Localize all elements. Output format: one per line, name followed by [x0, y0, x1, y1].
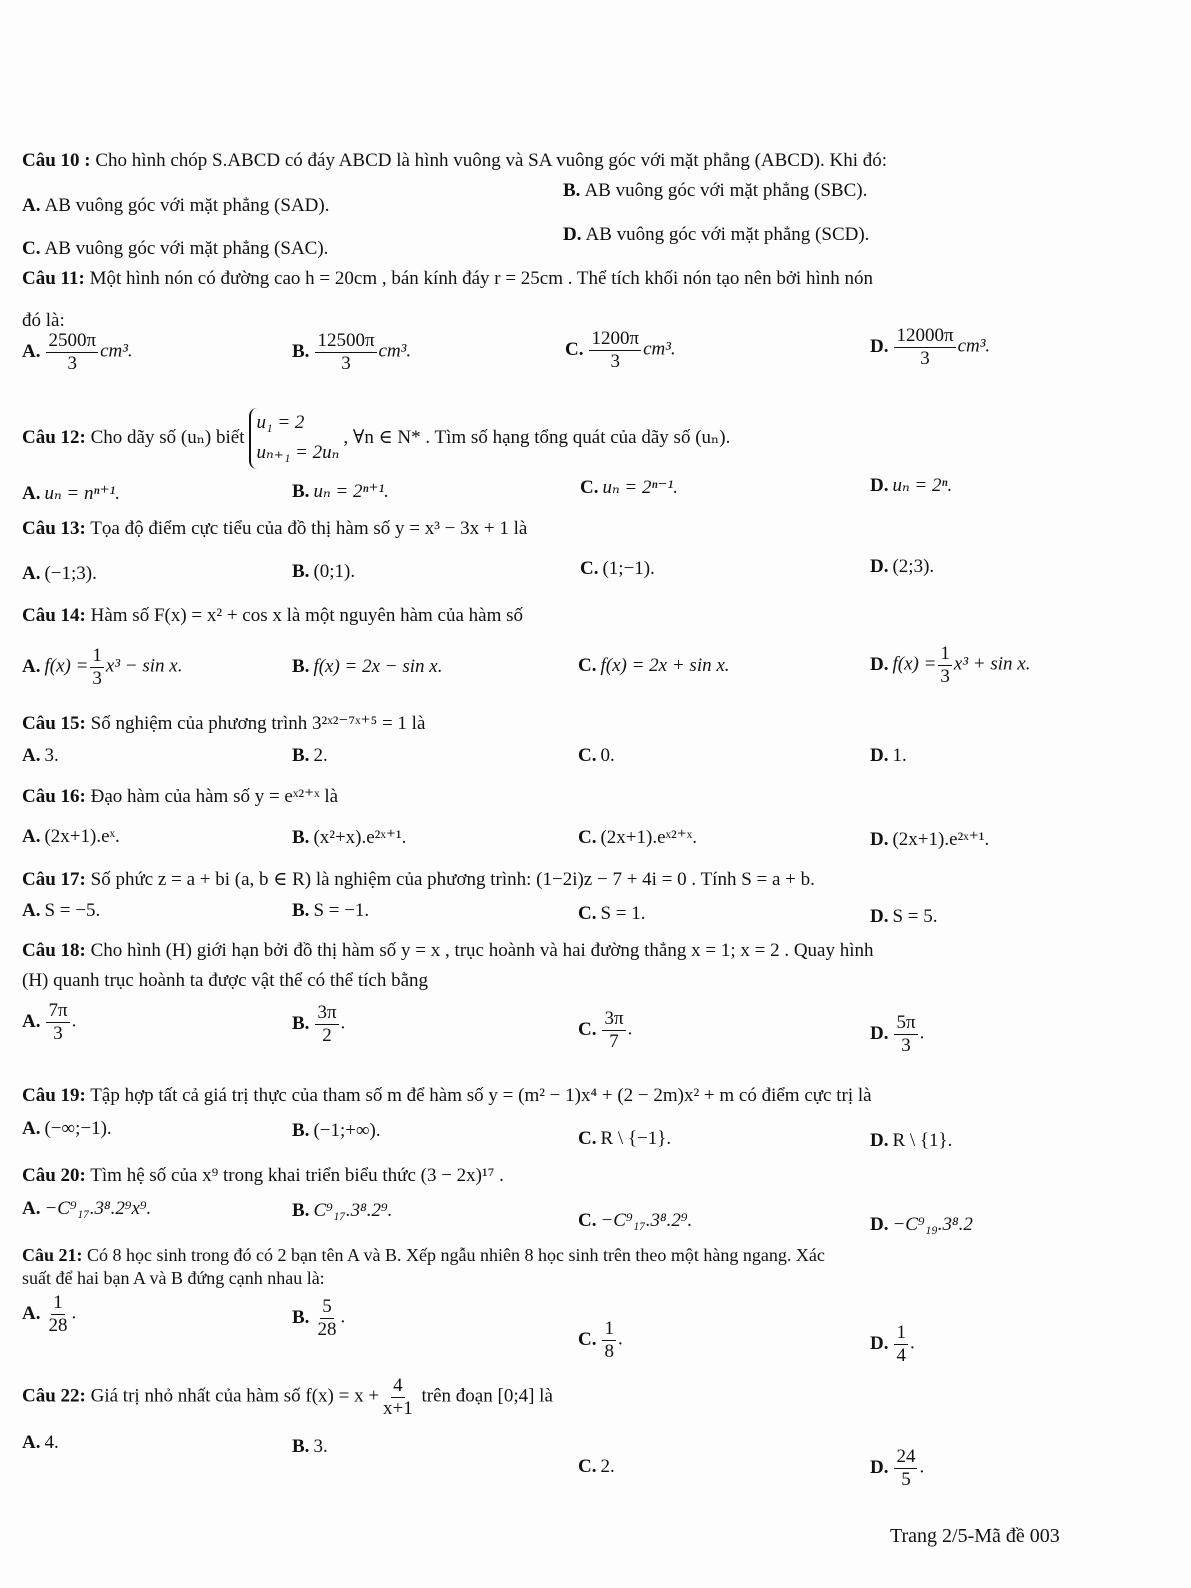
option-letter: D. [870, 1214, 889, 1235]
question-text: Cho hình (H) giới hạn bởi đồ thị hàm số y = x , trục hoành và hai đường thẳng x = 1; x = 2 . Quay hình [90, 940, 874, 961]
fraction [894, 1446, 917, 1491]
option-letter: A. [22, 655, 41, 677]
denominator: 3 [920, 347, 930, 369]
option-d [870, 1214, 973, 1236]
option-letter: D. [870, 906, 889, 927]
option-text: x³ − sin x. [105, 655, 183, 677]
question-label: Câu 19: [22, 1085, 86, 1106]
equation: uₙ₊₁ = 2uₙ [256, 442, 340, 464]
option-b [292, 1120, 381, 1142]
denominator: 28 [48, 1314, 68, 1336]
option-d [563, 224, 869, 246]
option-d [870, 828, 989, 851]
option-text: 2. [600, 1456, 615, 1477]
option-c: C. $\frac{1}{8}$ . [578, 1318, 623, 1362]
option-letter: A. [22, 826, 41, 847]
question-label: Câu 17: [22, 869, 86, 890]
option-d: D. $\frac{5\pi}{3}$ . [870, 1012, 925, 1056]
question-22 [22, 1375, 553, 1420]
question-21 [22, 1245, 825, 1266]
option-letter: D. [870, 1022, 889, 1044]
option-letter: A. [22, 195, 41, 216]
fraction [894, 1012, 917, 1057]
fraction [46, 1292, 69, 1337]
option-b [292, 561, 355, 583]
option-letter: D. [870, 1130, 889, 1151]
fraction [315, 330, 376, 375]
denominator: 3 [610, 350, 621, 372]
question-text: Tìm hệ số của x⁹ trong khai triển biểu thức (3 − 2x)¹⁷ . [90, 1165, 504, 1186]
fraction [938, 643, 952, 688]
denominator: 5 [901, 1468, 911, 1490]
option-b [292, 1200, 392, 1222]
question-text: Hàm số F(x) = x² + cos x là một nguyên hàm của hàm số [90, 605, 524, 626]
option-text: uₙ = 2ⁿ. [892, 475, 953, 496]
question-text: , ∀n ∈ N* . Tìm số hạng tổng quát của dãy số (uₙ). [343, 426, 731, 448]
unit: cm³. [378, 340, 412, 362]
page-footer: Trang 2/5-Mã đề 003 [890, 1525, 1060, 1547]
numerator: 1200π [591, 328, 640, 349]
option-letter: B. [292, 1436, 310, 1457]
question-text: trên đoạn [0;4] là [421, 1385, 553, 1407]
option-text: C⁹₁₇.3⁸.2⁹. [313, 1200, 393, 1221]
question-label: Câu 11: [22, 268, 85, 289]
fraction [589, 328, 641, 373]
option-b [292, 1436, 328, 1458]
option-text: R \ {1}. [892, 1130, 953, 1151]
denominator: 3 [341, 352, 351, 374]
option-text: R \ {−1}. [600, 1128, 672, 1149]
question-14 [22, 605, 523, 627]
option-b: B. $\frac{3\pi}{2}$ . [292, 1002, 346, 1046]
numerator: 12500π [317, 330, 375, 351]
option-text: uₙ = nⁿ⁺¹. [44, 483, 120, 504]
question-label: Câu 14: [22, 605, 86, 626]
option-c [578, 826, 697, 849]
question-text: Số phức z = a + bi (a, b ∈ R) là nghiệm của phương trình: (1−2i)z − 7 + 4i = 0 . Tính S = a + b. [90, 869, 815, 890]
numerator: 7π [48, 1000, 68, 1021]
option-text: S = 1. [600, 903, 646, 924]
option-text: AB vuông góc với mặt phẳng (SCD). [585, 224, 870, 245]
option-text: −C⁹₁₉.3⁸.2 [892, 1214, 973, 1235]
numerator: 1 [896, 1322, 906, 1343]
option-letter: D. [563, 224, 582, 245]
numerator: 1 [604, 1318, 614, 1339]
fraction [315, 1296, 338, 1341]
denominator: 3 [67, 352, 78, 374]
option-c [578, 655, 730, 677]
numerator: 1 [53, 1292, 63, 1313]
question-label: Câu 20: [22, 1165, 86, 1186]
option-letter: C. [580, 558, 599, 579]
option-text: x³ + sin x. [953, 653, 1031, 675]
option-letter: C. [578, 1456, 597, 1477]
fraction [381, 1375, 415, 1420]
option-letter: D. [870, 1332, 889, 1354]
option-text: (2x+1).eˣ. [44, 826, 120, 847]
option-c [580, 558, 655, 580]
option-letter: A. [22, 1118, 41, 1139]
option-text: f(x) = [892, 653, 937, 675]
option-d [870, 1130, 952, 1152]
option-c [578, 1210, 692, 1232]
denominator: 4 [896, 1344, 906, 1366]
option-text: (0;1). [313, 561, 356, 582]
option-a [22, 1432, 59, 1454]
option-text: −C⁹₁₇.3⁸.2⁹. [600, 1210, 693, 1231]
option-text: (2;3). [892, 556, 935, 577]
option-text: (2x+1).eˣ²⁺ˣ. [600, 827, 697, 848]
question-text: Cho dãy số (uₙ) biết [90, 426, 245, 448]
question-text-continued: suất để hai bạn A và B đứng cạnh nhau là: [22, 1268, 325, 1288]
equation-system [249, 408, 340, 469]
option-letter: B. [292, 1306, 310, 1328]
option-text: (x²+x).e²ˣ⁺¹. [313, 827, 407, 848]
option-letter: B. [292, 656, 310, 677]
option-letter: D. [870, 829, 889, 850]
denominator: 3 [53, 1022, 63, 1044]
option-letter: A. [22, 1198, 41, 1219]
option-text: f(x) = 2x − sin x. [313, 656, 443, 677]
option-c [578, 1456, 615, 1478]
option-letter: C. [578, 827, 597, 848]
numerator: 3π [604, 1008, 624, 1029]
option-b [292, 480, 389, 503]
numerator: 5 [322, 1296, 332, 1317]
option-letter: D. [870, 556, 889, 577]
question-label: Câu 16: [22, 786, 86, 807]
option-a [22, 563, 97, 585]
question-label: Câu 18: [22, 940, 86, 961]
option-d [870, 643, 1030, 688]
option-letter: B. [292, 1200, 310, 1221]
option-letter: A. [22, 340, 41, 362]
option-b [292, 330, 411, 375]
numerator: 1 [92, 645, 102, 666]
option-a [22, 1198, 151, 1220]
unit: cm³. [643, 338, 676, 360]
option-b: B. $\frac{5}{28}$ . [292, 1296, 346, 1340]
numerator: 4 [393, 1375, 403, 1396]
option-text: AB vuông góc với mặt phẳng (SAD). [44, 195, 330, 216]
option-d [870, 556, 934, 578]
question-text: Cho hình chóp S.ABCD có đáy ABCD là hình vuông và SA vuông góc với mặt phẳng (ABCD). Khi đó: [95, 150, 888, 171]
option-letter: B. [292, 827, 310, 848]
question-text-continued: (H) quanh trục hoành ta được vật thể có thể tích bằng [22, 970, 429, 991]
option-letter: B. [563, 180, 581, 201]
option-text: 4. [44, 1432, 59, 1453]
option-text: (−1;3). [44, 563, 97, 584]
numerator: 24 [896, 1446, 916, 1467]
fraction [894, 325, 955, 370]
option-d [870, 745, 907, 767]
option-letter: A. [22, 900, 41, 921]
option-letter: A. [22, 1432, 41, 1453]
option-text: S = 5. [892, 906, 938, 927]
option-a [22, 745, 59, 767]
question-text: Tập hợp tất cả giá trị thực của tham số m để hàm số y = (m² − 1)x⁴ + (2 − 2m)x² + m có điểm cực trị là [90, 1085, 872, 1106]
option-text: (1;−1). [602, 558, 655, 579]
option-letter: B. [292, 1012, 310, 1034]
option-letter: C. [565, 338, 584, 360]
fraction [602, 1008, 625, 1053]
option-letter: B. [292, 1120, 310, 1141]
option-b [563, 180, 867, 202]
option-letter: D. [870, 745, 889, 766]
option-a: A. $\frac{7\pi}{3}$ . [22, 1000, 77, 1044]
denominator: 8 [604, 1340, 614, 1362]
question-text: Có 8 học sinh trong đó có 2 bạn tên A và B. Xếp ngẫu nhiên 8 học sinh trên theo một hàng ngang. Xác [87, 1245, 825, 1265]
option-text: 1. [892, 745, 907, 766]
option-letter: D. [870, 335, 889, 357]
option-d: D. $\frac{1}{4}$ . [870, 1322, 915, 1366]
option-letter: C. [578, 655, 597, 676]
fraction [90, 645, 104, 690]
question-label: Câu 21: [22, 1245, 83, 1265]
option-d [870, 474, 952, 497]
question-label: Câu 12: [22, 426, 86, 448]
option-letter: C. [578, 1328, 597, 1350]
option-text: AB vuông góc với mặt phẳng (SAC). [44, 238, 329, 259]
question-20 [22, 1165, 504, 1187]
option-letter: A. [22, 483, 41, 504]
option-text: 3. [313, 1436, 328, 1457]
option-letter: C. [578, 745, 597, 766]
option-a: A. $\frac{1}{28}$ . [22, 1292, 77, 1336]
denominator: x+1 [383, 1397, 413, 1419]
denominator: 3 [901, 1034, 911, 1056]
option-text: f(x) = [44, 655, 89, 677]
option-letter: C. [578, 1210, 597, 1231]
denominator: 2 [322, 1024, 332, 1046]
question-text: Số nghiệm của phương trình 3²ˣ²⁻⁷ˣ⁺⁵ = 1 là [90, 713, 426, 734]
option-text: (−1;+∞). [313, 1120, 381, 1141]
option-letter: A. [22, 745, 41, 766]
question-10 [22, 150, 887, 172]
question-17 [22, 868, 815, 891]
option-letter: B. [292, 481, 310, 502]
question-text: Đạo hàm của hàm số y = eˣ²⁺ˣ là [90, 786, 339, 807]
question-label: Câu 13: [22, 518, 86, 539]
option-text: uₙ = 2ⁿ⁻¹. [602, 477, 678, 498]
question-19 [22, 1085, 872, 1107]
option-letter: A. [22, 563, 41, 584]
numerator: 12000π [896, 325, 954, 346]
numerator: 1 [940, 643, 950, 664]
option-d [870, 325, 990, 370]
option-letter: D. [870, 475, 889, 496]
question-12 [22, 408, 730, 469]
fraction [46, 1000, 69, 1045]
option-c [580, 476, 678, 499]
option-letter: B. [292, 561, 310, 582]
option-a [22, 482, 120, 505]
question-text-continued: đó là: [22, 310, 65, 331]
unit: cm³. [100, 340, 133, 362]
denominator: 3 [92, 667, 102, 689]
option-b [292, 656, 443, 678]
option-letter: B. [292, 745, 310, 766]
question-16 [22, 785, 338, 808]
option-text: 0. [600, 745, 615, 766]
option-text: AB vuông góc với mặt phẳng (SBC). [584, 180, 868, 201]
question-13 [22, 518, 527, 540]
option-c [578, 1128, 671, 1150]
fraction [894, 1322, 908, 1367]
option-a [22, 900, 100, 922]
option-c [578, 745, 615, 767]
option-text: 3. [44, 745, 59, 766]
fraction [46, 330, 98, 375]
denominator: 7 [609, 1030, 619, 1052]
question-text: Tọa độ điểm cực tiểu của đồ thị hàm số y = x³ − 3x + 1 là [90, 518, 528, 539]
option-letter: A. [22, 1010, 41, 1032]
option-letter: B. [292, 900, 310, 921]
option-a [22, 195, 329, 217]
option-text: 2. [313, 745, 328, 766]
numerator: 3π [317, 1002, 337, 1023]
option-a [22, 1118, 112, 1140]
option-b [292, 900, 369, 922]
question-text: Giá trị nhỏ nhất của hàm số f(x) = x + [90, 1385, 380, 1407]
option-letter: C. [22, 238, 41, 259]
question-11 [22, 268, 873, 290]
option-d: D. $\frac{24}{5}$ . [870, 1446, 925, 1490]
option-b [292, 826, 406, 849]
option-text: (2x+1).e²ˣ⁺¹. [892, 829, 990, 850]
option-a [22, 330, 133, 375]
question-text: Một hình nón có đường cao h = 20cm , bán kính đáy r = 25cm . Thể tích khối nón tạo nên bởi hình nón [89, 268, 873, 289]
question-label: Câu 15: [22, 713, 86, 734]
fraction [315, 1002, 338, 1047]
option-text: uₙ = 2ⁿ⁺¹. [313, 481, 389, 502]
option-letter: C. [578, 1018, 597, 1040]
option-letter: B. [292, 340, 310, 362]
option-b [292, 745, 328, 767]
denominator: 28 [317, 1318, 337, 1340]
option-letter: C. [578, 903, 597, 924]
option-letter: A. [22, 1302, 41, 1324]
option-letter: D. [870, 653, 889, 675]
question-label: Câu 10 : [22, 150, 91, 171]
question-15 [22, 712, 425, 735]
option-a [22, 645, 182, 690]
option-c [565, 328, 676, 373]
unit: cm³. [957, 335, 991, 357]
option-text: S = −1. [313, 900, 370, 921]
option-text: (−∞;−1). [44, 1118, 112, 1139]
equation: u₁ = 2 [256, 412, 305, 433]
option-text: −C⁹₁₇.3⁸.2⁹x⁹. [44, 1198, 152, 1219]
option-letter: C. [580, 477, 599, 498]
option-text: S = −5. [44, 900, 101, 921]
option-d [870, 906, 938, 928]
option-c [22, 238, 328, 260]
option-c [578, 903, 646, 925]
numerator: 2500π [48, 330, 97, 351]
numerator: 5π [896, 1012, 916, 1033]
denominator: 3 [940, 665, 950, 687]
option-letter: D. [870, 1456, 889, 1478]
question-label: Câu 22: [22, 1385, 86, 1407]
option-text: f(x) = 2x + sin x. [600, 655, 730, 676]
option-a [22, 826, 120, 848]
fraction [602, 1318, 616, 1363]
option-c: C. $\frac{3\pi}{7}$ . [578, 1008, 633, 1052]
question-18 [22, 940, 874, 962]
option-letter: C. [578, 1128, 597, 1149]
